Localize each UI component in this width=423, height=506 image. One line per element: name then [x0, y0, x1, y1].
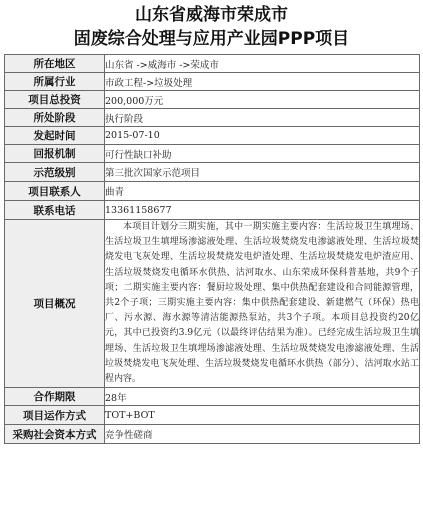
value-return-mechanism: 可行性缺口补助 — [105, 145, 420, 163]
table-row — [5, 388, 420, 406]
table-row — [5, 163, 420, 182]
table-row — [5, 220, 420, 388]
value-start-date: 2015-07-10 — [105, 127, 420, 145]
table-row — [5, 127, 420, 145]
label-start-date: 发起时间 — [5, 127, 105, 145]
value-overview: 本项目计划分三期实施，其中一期实施主要内容：生活垃圾卫生填埋场、生活垃圾卫生填埋场渗滤液处理、生活垃圾焚烧发电渗滤液处理、生活垃圾焚烧发电飞灰处理、生活垃圾焚烧发电炉渣处理、生活垃圾焚烧发电炉渣应用、生活垃圾焚烧发电循环水供热、沽河取水、山东荣成环保科普基地，共9个子项；二期实施主要内容：餐厨垃圾处理、集中供热配套建设和合同能源管理，共2个子项；三期实施主要内容：集中供热配套建设、新建燃气（环保）热电厂、污水源、海水源等清洁能源热泵站，共3个子项。本项目总投资约20亿元，其中已投资约3.9亿元（以最终评估结果为准）。已经完成生活垃圾卫生填埋场、生活垃圾卫生填埋场渗滤液处理、生活垃圾焚烧发电渗滤液处理、生活垃圾焚烧发电飞灰处理、生活垃圾焚烧发电循环水供热（部分）、沽河取水站工程内容。 — [105, 222, 419, 385]
value-stage: 执行阶段 — [105, 109, 420, 127]
table-row — [5, 425, 420, 444]
table-row — [5, 201, 420, 220]
table-row — [5, 406, 420, 425]
label-demo-level: 示范级别 — [5, 163, 105, 182]
value-procurement-method: 竞争性磋商 — [105, 425, 420, 444]
value-operation-mode: TOT+BOT — [105, 406, 420, 425]
table-row — [5, 91, 420, 109]
value-term: 28年 — [105, 388, 420, 406]
label-contact-person: 项目联系人 — [5, 182, 105, 201]
label-operation-mode: 项目运作方式 — [5, 406, 105, 425]
value-total-investment: 200,000万元 — [105, 91, 420, 109]
table-row — [5, 145, 420, 163]
value-contact-phone: 13361158677 — [105, 201, 420, 220]
table-row — [5, 55, 420, 73]
title-line-2: 固废综合处理与应用产业园PPP项目 — [73, 29, 350, 49]
label-term: 合作期限 — [5, 388, 105, 406]
value-contact-person: 曲青 — [105, 182, 420, 201]
table-row — [5, 182, 420, 201]
value-industry: 市政工程->垃圾处理 — [105, 73, 420, 91]
table-row — [5, 109, 420, 127]
label-return-mechanism: 回报机制 — [5, 145, 105, 163]
label-region: 所在地区 — [5, 55, 105, 73]
label-stage: 所处阶段 — [5, 109, 105, 127]
overview-cell — [105, 220, 420, 388]
label-overview: 项目概况 — [5, 220, 105, 388]
title-line-1: 山东省威海市荣成市 — [135, 5, 288, 25]
label-industry: 所属行业 — [5, 73, 105, 91]
value-demo-level: 第三批次国家示范项目 — [105, 163, 420, 182]
label-contact-phone: 联系电话 — [5, 201, 105, 220]
label-total-investment: 项目总投资 — [5, 91, 105, 109]
project-info-table — [4, 54, 420, 444]
document-title — [0, 3, 423, 51]
label-procurement-method: 采购社会资本方式 — [5, 425, 105, 444]
table-row — [5, 73, 420, 91]
value-region: 山东省 ->威海市 ->荣成市 — [105, 55, 420, 73]
